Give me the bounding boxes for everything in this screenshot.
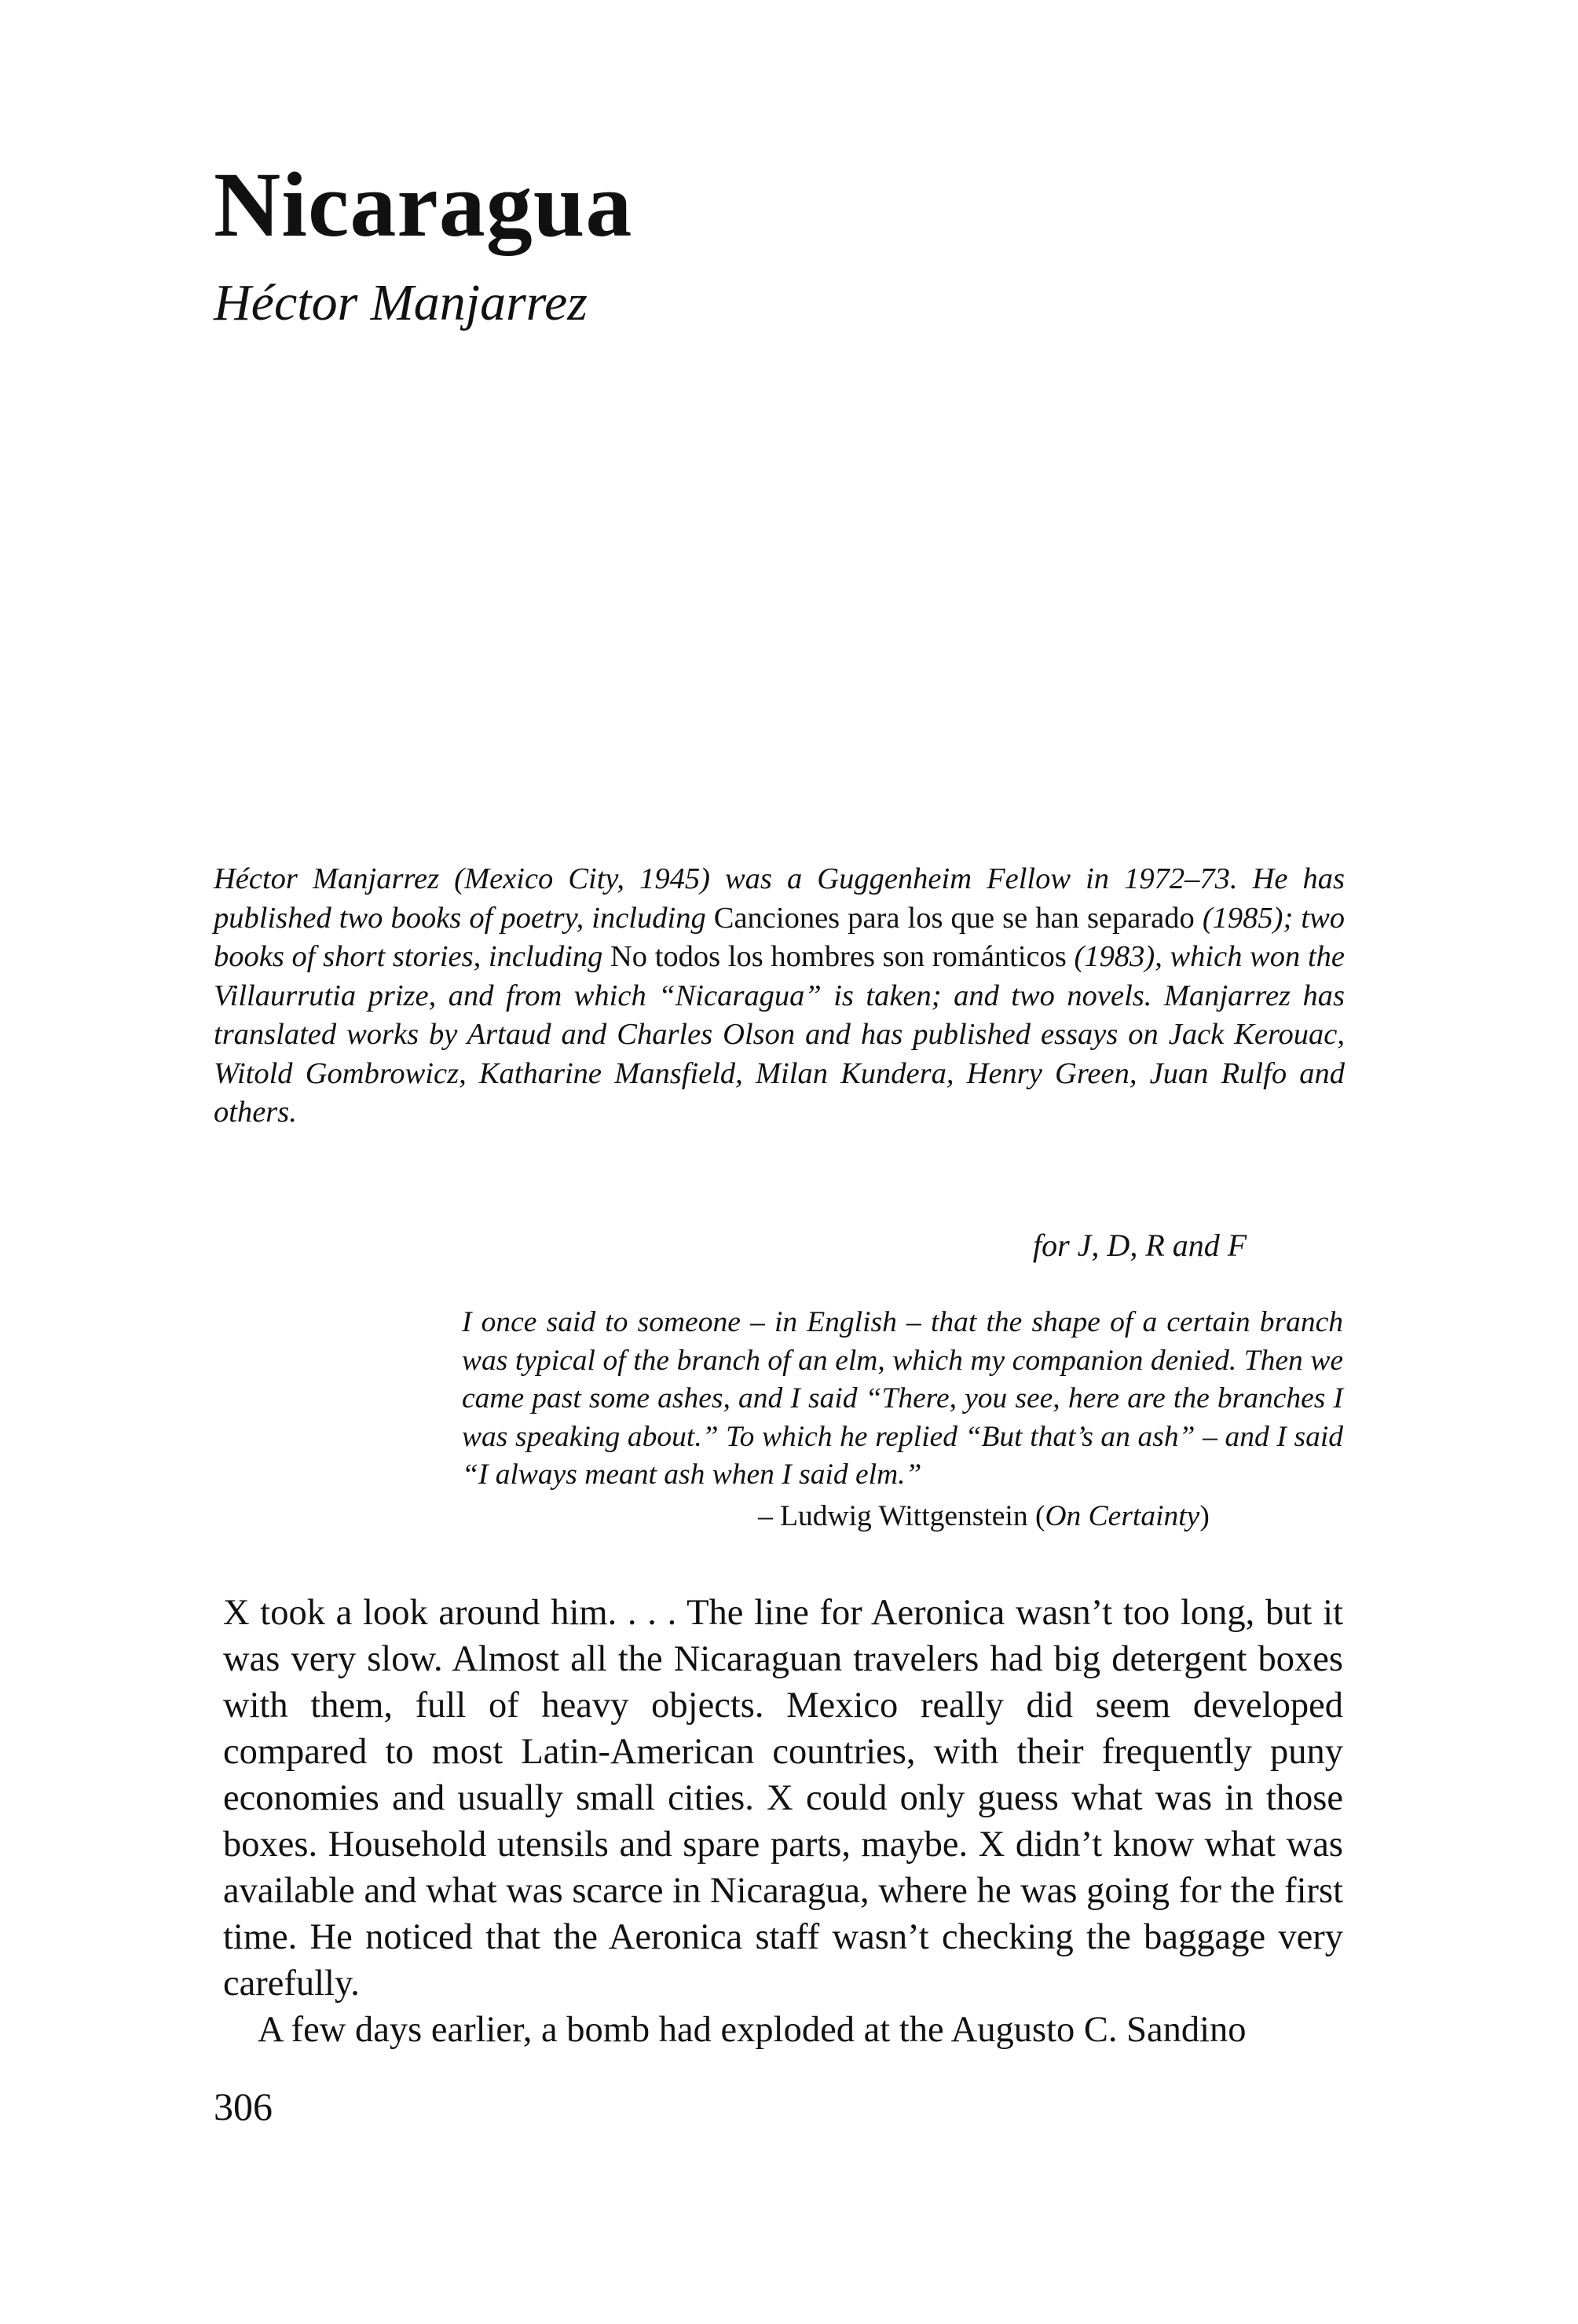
bio-book-title-1: Canciones para los que se han separado: [713, 901, 1195, 935]
page-number: 306: [214, 2084, 273, 2128]
author-bio: [214, 860, 1345, 1133]
dedication: for J, D, R and F: [1033, 1228, 1247, 1263]
epigraph-attribution: [758, 1499, 1210, 1534]
story-title: Nicaragua: [214, 153, 633, 256]
bio-text-2: (1985); two books of short stories, including: [214, 901, 1345, 973]
body-paragraph-2: A few days earlier, a bomb had exploded at the Augusto C. Sandino: [258, 2010, 1247, 2050]
epigraph-quote: I once said to someone – in English – that the shape of a certain branch was typical of the branch of an elm, which my companion denied. Then we came past some ashes, and I said “There, you see, here are the branches I was speaking about.” To which he replied “But that’s an ash” – and I said “I always meant ash when I said elm.”: [462, 1306, 1343, 1491]
body-paragraph-1: X took a look around him. . . . The line for Aeronica wasn’t too long, but it was very slow. Almost all the Nicaraguan travelers had big detergent boxes with them, full of heavy objects. Mexico really did seem developed compared to most Latin-American countries, with their frequently puny economies and usually small cities. X could only guess what was in those boxes. Household utensils and spare parts, maybe. X didn’t know what was available and what was scarce in Nicaragua, where he was going for the first time. He noticed that the Aeronica staff wasn’t checking the baggage very carefully.: [223, 1593, 1343, 2004]
attribution-close: ): [1199, 1500, 1210, 1532]
body-text: [223, 1590, 1343, 2053]
bio-book-title-2: No todos los hombres son románticos: [610, 940, 1067, 973]
bio-text-3: (1983), which won the Villaurrutia prize, and from which “Nicaragua” is taken; and two novels. Manjarrez has translated works by Artaud and Charles Olson and has published essays on Jack Kerouac, Witold Gombrowicz, Katharine Mansfield, Milan Kundera, Henry Green, Juan Rulfo and others.: [214, 940, 1345, 1129]
attribution-work: On Certainty: [1045, 1500, 1200, 1532]
bio-text-1: Héctor Manjarrez (Mexico City, 1945) was a Guggenheim Fellow in 1972–73. He has published two books of poetry, including: [214, 862, 1345, 935]
attribution-name: – Ludwig Wittgenstein (: [758, 1500, 1045, 1532]
author-name: Héctor Manjarrez: [214, 274, 588, 331]
